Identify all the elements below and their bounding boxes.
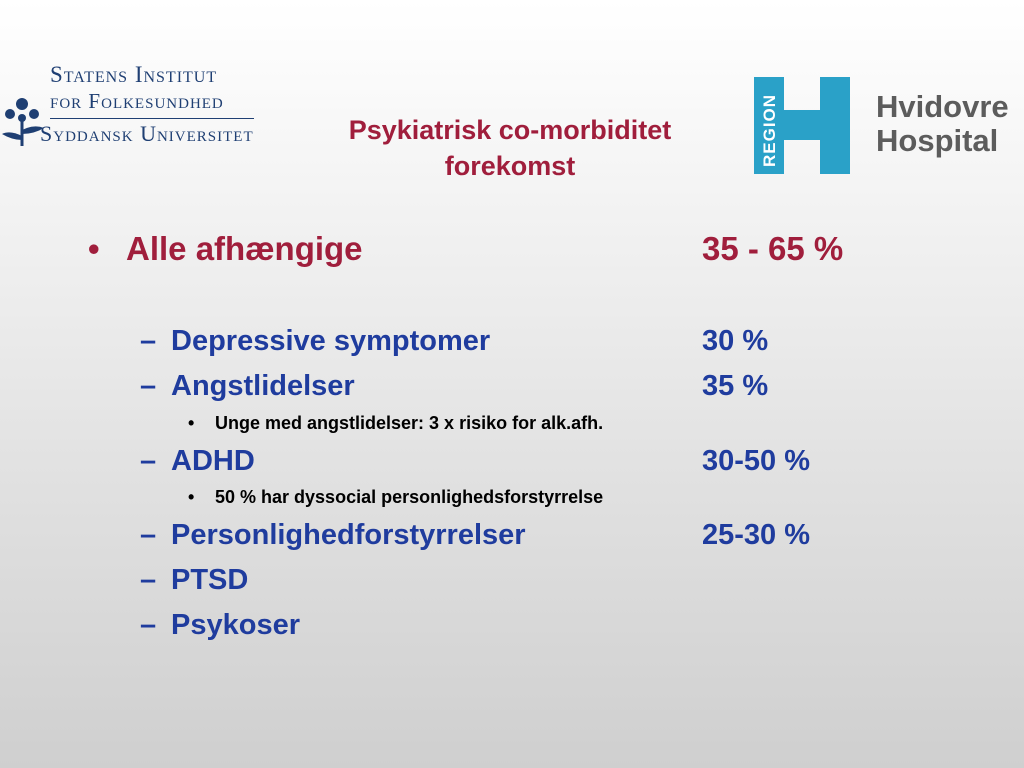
list-item-value: 25-30 % (702, 519, 811, 551)
list-item-value: 35 - 65 % (702, 230, 844, 267)
slide-title-line1: Psykiatrisk co-morbiditet (348, 115, 672, 145)
list-item-label: Angstlidelser (171, 370, 355, 402)
list-item-label: Alle afhængige (126, 230, 363, 267)
dash-marker: – (140, 519, 157, 551)
hospital-name-line1: Hvidovre (876, 89, 1009, 124)
list-item-label: 50 % har dyssocial personlighedsforstyrrelse (215, 487, 604, 507)
list-item-value: 35 % (702, 370, 769, 402)
sif-logo-line2: for Folkesundhed (50, 89, 224, 113)
dash-marker: – (140, 445, 157, 477)
region-logo-text: REGION (760, 93, 779, 167)
list-item-label: Personlighedforstyrrelser (171, 519, 526, 551)
dash-marker: – (140, 370, 157, 402)
list-item-label: ADHD (171, 445, 255, 477)
hospital-name-line2: Hospital (876, 123, 999, 158)
list-item-value: 30 % (702, 325, 769, 357)
slide-title-line2: forekomst (444, 151, 576, 181)
sif-logo-line1: Statens Institut (50, 62, 218, 87)
list-item-label: PTSD (171, 564, 249, 596)
bullet-marker: • (188, 487, 195, 507)
list-item-label: Unge med angstlidelser: 3 x risiko for alk.afh. (215, 413, 604, 433)
list-item-label: Depressive symptomer (171, 325, 491, 357)
sif-logo-line3: Syddansk Universitet (40, 121, 254, 146)
dash-marker: – (140, 564, 157, 596)
list-item-value: 30-50 % (702, 445, 811, 477)
dash-marker: – (140, 609, 157, 641)
dash-marker: – (140, 325, 157, 357)
list-item-label: Psykoser (171, 609, 300, 641)
bullet-marker: • (88, 230, 100, 267)
bullet-marker: • (188, 413, 195, 433)
